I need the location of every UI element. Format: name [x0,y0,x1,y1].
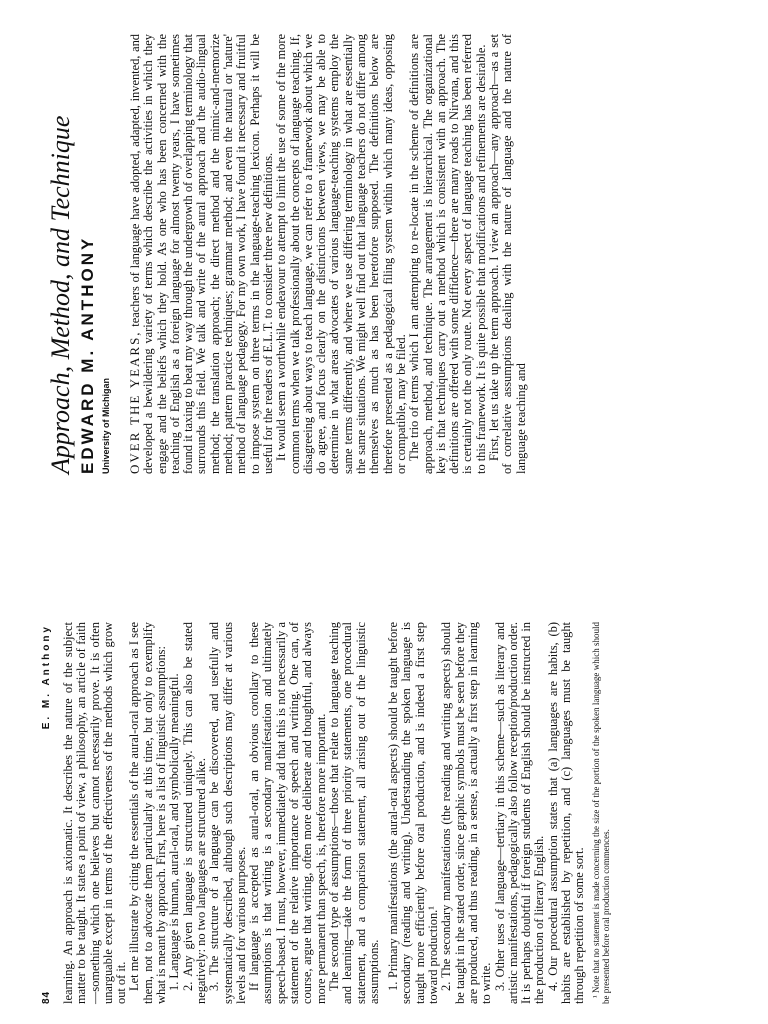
body-paragraph: The second type of assumptions—those that relate to language teaching and learning—take the form of three priority statements, one procedural statement, and a comparison statement, all arising out of the linguistic assumptions. [326,622,381,1004]
list-item: 1. Primary manifestations (the aural-oral aspects) should be taught before secondary (reading and writing). Understanding the spoken language is taught more efficiently before oral production, and is indeed a first step toward production.¹ [386,622,441,1004]
list-item: 1. Language is human, aural-oral, and symbolically meaningful. [167,673,182,991]
body-paragraph: The trio of terms which I am attempting to re-locate in the scheme of definitions are approach, method, and technique. The arrangement is hierarchical. The organizational key is that techniques carry out a method which is consistent with an approach. The definitions are offered with some diffidence—there are many roads to Nirvana, and this is certainly not the only route. Not every aspect of language teaching has been referred to this framework. It is quite possible that modifications and refinements are desirable. [407,34,488,474]
page-number: 84 [41,990,52,1004]
body-paragraph [128,34,275,474]
body-paragraph: Let me illustrate by citing the essentials of the aural-oral approach as I see them, not to advocate them particularly at this time, but only to exemplify what is meant by approach. First, here is a list of linguistic assumptions: [127,622,169,1004]
article-title-block [46,34,112,474]
opening-caps: OVER THE YEARS, [127,330,142,474]
list-item: 3. Other uses of language—tertiary in this scheme—such as literary and artistic manifestations, pedagogically also follow reception/production order. It is perhaps doubtful if foreign students of English should be instructed in the production of literary English. [492,622,547,1004]
list-item: 4. Our procedural assumption states that (a) languages are habits, (b) habits are established by repetition, and (c) languages must be taught through repetition of some sort. [545,622,587,1004]
list-item: 2. Any given language is structured uniquely. This can also be stated negatively: no two languages are structured alike. [180,622,208,1004]
running-head: E. M. Anthony [41,624,52,730]
article-title: Approach, Method, and Technique [46,115,75,474]
body-paragraph: If language is accepted as aural-oral, an obvious corollary to these assumptions is that writing is a secondary manifestation and ultimately speech-based. I must, however, immediately add that this is not necessarily a statement of the relative importance of speech and writing. One can, of course, argue that writing, often more deliberate and thoughtful, and always more permanent than speech, is, therefore more important. [247,622,328,1004]
left-page-body [62,622,611,1004]
author-affiliation: University of Michigan [101,377,111,474]
author-name: EDWARD M. ANTHONY [78,235,97,474]
right-page-body [128,34,528,474]
footnote: ¹ Note that no statement is made concerning the size of the portion of the spoken language which should be presented before oral production commences. [590,622,611,1004]
body-paragraph: It would seem a worthwhile endeavour to attempt to limit the use of some of the more common terms when we talk professionally about the concepts of language teaching. If, disagreeing about ways to teach language, we can refer to a framework about which we do agree, and focus clearly on the distinctions between views, we may be able to determine in what areas advocates of various language-teaching systems employ the same terms differently, and where we use differing terminology in what are essentially the same situations. We might well find out that language teachers do not differ among themselves as much as has been heretofore supposed. The definitions below are therefore presented as a pedagogical filing system within which many ideas, opposing or compatible, may be filed. [274,34,408,474]
list-item: 3. The structure of a language can be discovered, and usefully and systematically described, although such descriptions may differ at various levels and for various purposes. [207,622,248,1004]
body-paragraph: First, let us take up the term approach. I view an approach—any approach—as a set of correlative assumptions dealing with the nature of language and the nature of language teaching and [487,34,528,474]
opening-text: teachers of language have adopted, adapted, invented, and developed a bewildering variety of terms which describe the activities in which they engage and the beliefs which they hold. As one who has been concerned with the teaching of English as a foreign language for almost twenty years, I have sometimes found it taxing to beat my way through the undergrowth of overlapping terminology that surrounds this field. We talk and write of the aural approach and the audio-lingual method; the translation approach; the direct method and the mimic-and-memorize method; pattern practice techniques; grammar method; and even the natural or 'nature' method of language pedagogy. For my own work, I have found it necessary and fruitful to impose system on three terms in the language-teaching lexicon. Perhaps it will be useful for the readers of E.L.T. to consider three new definitions. [128,34,275,474]
left-page-header [40,624,56,1004]
list-item: 2. The secondary manifestations (the reading and writing aspects) should be taught in the stated order, since graphic symbols must be seen before they are produced, and thus reading, in a sense, is actually a first step in learning to write. [439,622,494,1004]
body-paragraph: learning. An approach is axiomatic. It describes the nature of the subject matter to be taught. It states a point of view, a philosophy, an article of faith—something which one believes but cannot necessarily prove. It is often unarguable except in terms of the effectiveness of the methods which grow out of it. [61,622,129,1004]
